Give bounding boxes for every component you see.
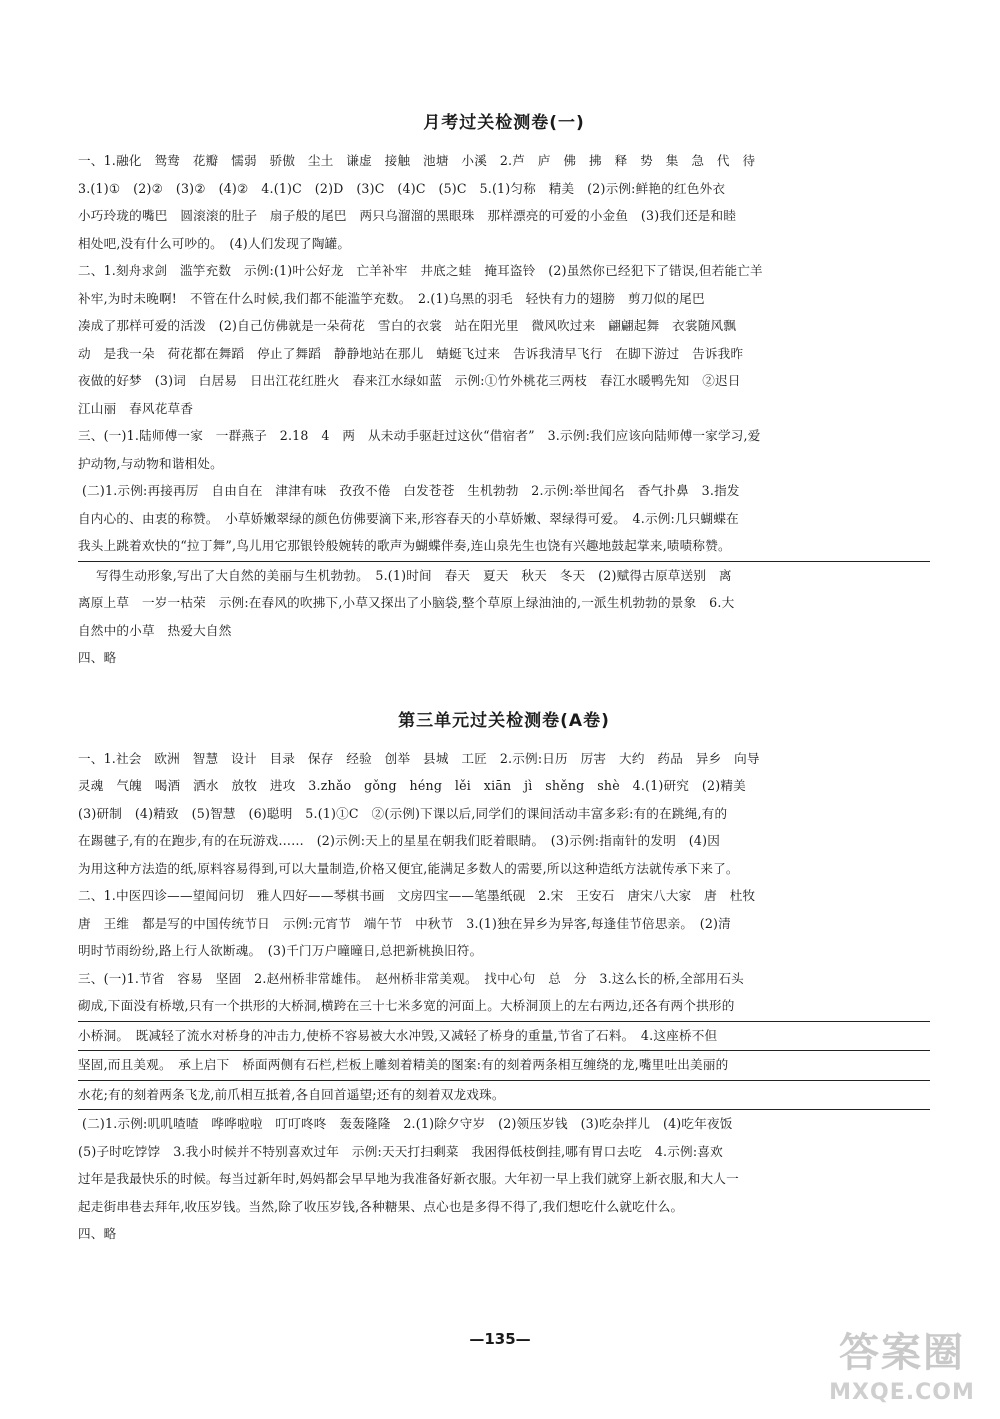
answer-line: 三、(一)1.陆师傅一家 一群燕子 2.18 4 两 从未动手驱赶过这伙“借宿者” 3.示例:我们应该向陆师傅一家学习,爱 xyxy=(78,428,761,443)
answer-line: 补牢,为时未晚啊! 不管在什么时候,我们都不能滥竽充数。 2.(1)乌黑的羽毛 轻快有力的翅膀 剪刀似的尾巴 xyxy=(78,290,705,306)
answer-line: 过年是我最快乐的时候。每当过新年时,妈妈都会早早地为我准备好新衣服。大年初一早上我们就穿上新衣服,和大人一 xyxy=(78,1171,739,1186)
answer-line: 灵魂 气魄 喝酒 洒水 放牧 进攻 3.zhǎo gǒng héng lěi xiān jì shěng shè 4.(1)研究 (2)精美 xyxy=(78,778,746,793)
answer-line: 三、(一)1.节省 容易 坚固 2.赵州桥非常雄伟。 赵州桥非常美观。 找中心句 总 分 3.这么长的桥,全部用石头 xyxy=(78,970,744,986)
answer-line: 坚固,而且美观。 承上启下 桥面两侧有石栏,栏板上雕刻着精美的图案:有的刻着两条相互缠绕的龙,嘴里吐出美丽的 xyxy=(78,1051,930,1081)
answer-line: 凑成了那样可爱的活泼 (2)自己仿佛就是一朵荷花 雪白的衣裳 站在阳光里 微风吹过来 翩翩起舞 衣裳随风飘 xyxy=(78,318,737,333)
answer-line: 3.(1)① (2)② (3)② (4)② 4.(1)C (2)D (3)C (4)C (5)C 5.(1)匀称 精美 (2)示例:鲜艳的红色外衣 xyxy=(78,180,726,196)
answer-line: 护动物,与动物和谐相处。 xyxy=(78,455,223,471)
section-2-body xyxy=(78,745,930,1248)
section-1-body xyxy=(78,147,930,672)
answer-line: 起走街串巷去拜年,收压岁钱。当然,除了收压岁钱,各种糖果、点心也是多得不得了,我们想吃什么就吃什么。 xyxy=(78,1198,684,1214)
answer-line: 我头上跳着欢快的“拉丁舞”,鸟儿用它那银铃般婉转的歌声为蝴蝶伴奏,连山泉先生也饶有兴趣地鼓起掌来,啧啧称赞。 xyxy=(78,532,930,562)
answer-line: 在踢毽子,有的在跑步,有的在玩游戏…… (2)示例:天上的星星在朝我们眨着眼睛。 (3)示例:指南针的发明 (4)因 xyxy=(78,833,721,848)
answer-page xyxy=(78,100,930,1248)
answer-line: 二、1.中医四诊——望闻问切 雅人四好——琴棋书画 文房四宝——笔墨纸砚 2.宋 王安石 唐宋八大家 唐 杜牧 xyxy=(78,888,756,903)
section-1-title: 月考过关检测卷(一) xyxy=(423,113,585,133)
answer-line: (二)1.示例:叽叽喳喳 哗哗啦啦 叮叮咚咚 轰轰隆隆 2.(1)除夕守岁 (2)领压岁钱 (3)吃杂拌儿 (4)吃年夜饭 xyxy=(82,1116,733,1131)
answer-line: 写得生动形象,写出了大自然的美丽与生机勃勃。 5.(1)时间 春天 夏天 秋天 冬天 (2)赋得古原草送别 离 xyxy=(96,567,732,583)
answer-line: (5)子时吃饽饽 3.我小时候并不特别喜欢过年 示例:天天打扫剩菜 我困得低枝倒挂,哪有胃口去吃 4.示例:喜欢 xyxy=(78,1143,723,1159)
section-2 xyxy=(78,706,930,1248)
answer-line: 四、略 xyxy=(78,1226,117,1241)
answer-line: 动 是我一朵 荷花都在舞蹈 停止了舞蹈 静静地站在那儿 蜻蜓飞过来 告诉我清早飞行 在脚下游过 告诉我昨 xyxy=(78,345,744,361)
answer-line: 为用这种方法造的纸,原料容易得到,可以大量制造,价格又便宜,能满足多数人的需要,所以这种造纸方法就传承下来了。 xyxy=(78,860,739,876)
answer-line: 一、1.融化 鸳鸯 花瓣 懦弱 骄傲 尘土 谦虚 接触 池塘 小溪 2.芦 庐 佛 拂 释 势 集 急 代 待 xyxy=(78,153,756,168)
answer-line: 一、1.社会 欧洲 智慧 设计 目录 保存 经验 创举 县城 工匠 2.示例:日历 厉害 大约 药品 异乡 向导 xyxy=(78,750,760,766)
answer-line: (二)1.示例:再接再厉 自由自在 津津有味 孜孜不倦 白发苍苍 生机勃勃 2.示例:举世闻名 香气扑鼻 3.指发 xyxy=(82,483,740,498)
answer-line: 明时节雨纷纷,路上行人欲断魂。 (3)千门万户曈曈日,总把新桃换旧符。 xyxy=(78,943,483,958)
answer-line: 水花;有的刻着两条飞龙,前爪相互抵着,各自回首遥望;还有的刻着双龙戏珠。 xyxy=(78,1081,930,1111)
answer-line: 二、1.刻舟求剑 滥竽充数 示例:(1)叶公好龙 亡羊补牢 井底之蛙 掩耳盗铃 (2)虽然你已经犯下了错误,但若能亡羊 xyxy=(78,263,763,278)
answer-line: 自然中的小草 热爱大自然 xyxy=(78,622,232,638)
watermark-main: 答案圈 xyxy=(839,1330,965,1376)
answer-line: 自内心的、由衷的称赞。 小草娇嫩翠绿的颜色仿佛要滴下来,形容春天的小草娇嫩、翠绿得可爱。 4.示例:几只蝴蝶在 xyxy=(78,510,739,526)
watermark-logo xyxy=(812,1330,992,1414)
answer-line: 离原上草 一岁一枯荣 示例:在春风的吹拂下,小草又探出了小脑袋,整个草原上绿油油的,一派生机勃勃的景象 6.大 xyxy=(78,595,735,610)
answer-line: (3)研制 (4)精致 (5)智慧 (6)聪明 5.(1)①C ②(示例)下课以后,同学们的课间活动丰富多彩:有的在跳绳,有的 xyxy=(78,805,728,821)
answer-line: 唐 王维 都是写的中国传统节日 示例:元宵节 端午节 中秋节 3.(1)独在异乡为异客,每逢佳节倍思亲。 (2)清 xyxy=(78,915,731,931)
section-1 xyxy=(78,108,930,672)
page-number: —135— xyxy=(469,1330,531,1348)
section-2-title: 第三单元过关检测卷(A卷) xyxy=(398,710,610,731)
answer-line: 小桥洞。 既减轻了流水对桥身的冲击力,使桥不容易被大水冲毁,又减轻了桥身的重量,节省了石料。 4.这座桥不但 xyxy=(78,1022,930,1052)
answer-line: 小巧玲珑的嘴巴 圆滚滚的肚子 扇子般的尾巴 两只乌溜溜的黑眼珠 那样漂亮的可爱的小金鱼 (3)我们还是和睦 xyxy=(78,208,737,223)
answer-line: 夜做的好梦 (3)词 白居易 日出江花红胜火 春来江水绿如蓝 示例:①竹外桃花三两枝 春江水暖鸭先知 ②迟日 xyxy=(78,373,741,388)
answer-line: 相处吧,没有什么可吵的。 (4)人们发现了陶罐。 xyxy=(78,235,351,251)
answer-line: 砌成,下面没有桥墩,只有一个拱形的大桥洞,横跨在三十七米多宽的河面上。大桥洞顶上的左右两边,还各有两个拱形的 xyxy=(78,992,930,1022)
watermark-sub: MXQE.COM xyxy=(829,1380,975,1405)
answer-line: 四、略 xyxy=(78,650,117,665)
answer-line: 江山丽 春风花草香 xyxy=(78,400,194,416)
